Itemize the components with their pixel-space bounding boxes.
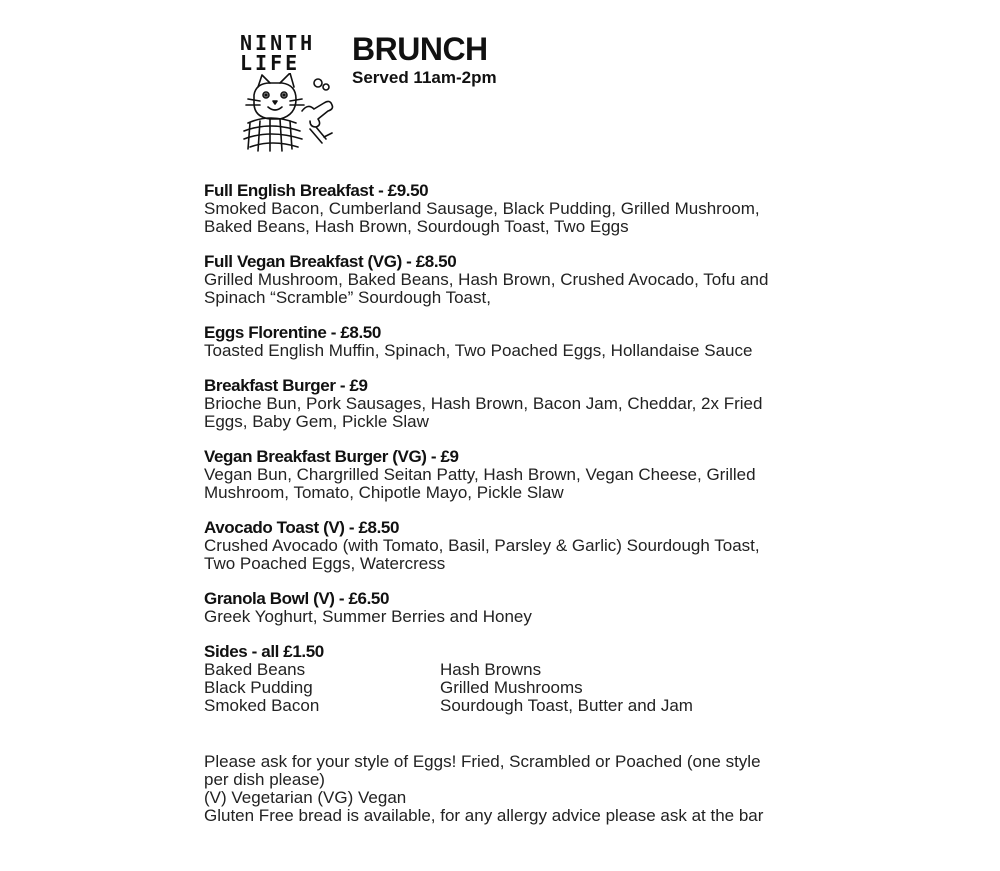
side-item: Hash Browns <box>440 660 542 679</box>
side-item: Black Pudding <box>204 678 313 697</box>
side-item: Grilled Mushrooms <box>440 678 583 697</box>
menu-item <box>204 447 844 502</box>
item-description-line: Eggs, Baby Gem, Pickle Slaw <box>204 412 429 431</box>
menu-item <box>204 589 844 626</box>
logo-line-2: LIFE <box>240 51 301 75</box>
item-description-line: Baked Beans, Hash Brown, Sourdough Toast, Two Eggs <box>204 217 629 236</box>
item-name: Full Vegan Breakfast (VG) - £8.50 <box>204 252 457 271</box>
item-description-line: Vegan Bun, Chargrilled Seitan Patty, Hash Brown, Vegan Cheese, Grilled <box>204 465 756 484</box>
item-description-line: Crushed Avocado (with Tomato, Basil, Parsley & Garlic) Sourdough Toast, <box>204 536 760 555</box>
item-name: Vegan Breakfast Burger (VG) - £9 <box>204 447 459 466</box>
ninth-life-logo <box>240 33 340 153</box>
item-description-line: Mushroom, Tomato, Chipotle Mayo, Pickle Slaw <box>204 483 564 502</box>
item-description-line: Spinach “Scramble” Sourdough Toast, <box>204 288 491 307</box>
menu-header <box>352 30 497 88</box>
menu-item <box>204 181 844 236</box>
menu-notes <box>204 753 814 825</box>
menu-item <box>204 252 844 307</box>
item-description-line: Two Poached Eggs, Watercress <box>204 554 446 573</box>
sides-heading: Sides - all £1.50 <box>204 642 324 661</box>
side-item: Smoked Bacon <box>204 696 320 715</box>
menu-item <box>204 323 844 360</box>
item-name: Granola Bowl (V) - £6.50 <box>204 589 390 608</box>
sides-list <box>204 661 844 715</box>
menu-serving-hours: Served 11am-2pm <box>352 68 497 87</box>
item-name: Eggs Florentine - £8.50 <box>204 323 381 342</box>
note-line: Gluten Free bread is available, for any allergy advice please ask at the bar <box>204 806 764 825</box>
note-line: (V) Vegetarian (VG) Vegan <box>204 788 407 807</box>
note-line: per dish please) <box>204 770 325 789</box>
item-description-line: Grilled Mushroom, Baked Beans, Hash Brown, Crushed Avocado, Tofu and <box>204 270 769 289</box>
sides-section <box>204 642 844 715</box>
item-name: Avocado Toast (V) - £8.50 <box>204 518 399 537</box>
item-name: Full English Breakfast - £9.50 <box>204 181 429 200</box>
item-name: Breakfast Burger - £9 <box>204 376 368 395</box>
item-description-line: Smoked Bacon, Cumberland Sausage, Black Pudding, Grilled Mushroom, <box>204 199 760 218</box>
item-description-line: Brioche Bun, Pork Sausages, Hash Brown, Bacon Jam, Cheddar, 2x Fried <box>204 394 763 413</box>
note-line: Please ask for your style of Eggs! Fried, Scrambled or Poached (one style <box>204 752 761 771</box>
item-description-line: Greek Yoghurt, Summer Berries and Honey <box>204 607 532 626</box>
logo-line-1: NINTH <box>240 31 316 55</box>
menu-title: BRUNCH <box>352 31 488 67</box>
menu-items <box>204 181 844 825</box>
menu-item <box>204 376 844 431</box>
item-description-line: Toasted English Muffin, Spinach, Two Poached Eggs, Hollandaise Sauce <box>204 341 753 360</box>
side-item: Sourdough Toast, Butter and Jam <box>440 696 693 715</box>
side-item: Baked Beans <box>204 660 306 679</box>
cat-illustration-icon <box>240 73 340 153</box>
menu-item <box>204 518 844 573</box>
